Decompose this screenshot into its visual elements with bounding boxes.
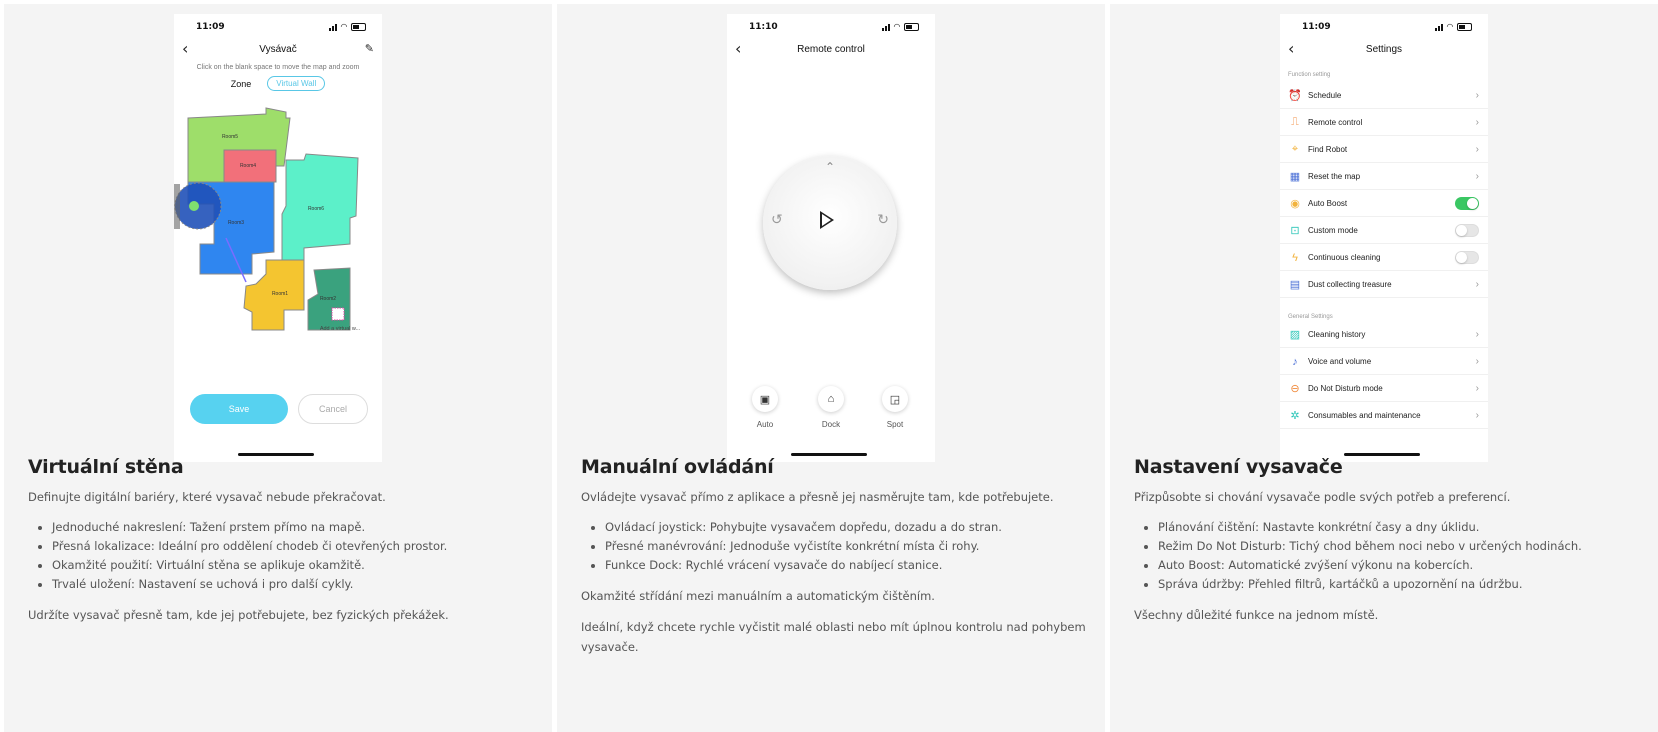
settings-row-consumables-and-maintenance[interactable] bbox=[1280, 403, 1488, 429]
feature-card-virtual-wall bbox=[4, 4, 552, 732]
settings-row-label: Find Robot bbox=[1308, 145, 1348, 154]
feature-bullets bbox=[1158, 518, 1642, 594]
back-icon[interactable]: ‹ bbox=[182, 39, 189, 58]
back-icon[interactable]: ‹ bbox=[735, 39, 742, 58]
chevron-right-icon: › bbox=[1475, 90, 1479, 101]
signal-icon bbox=[882, 23, 890, 31]
spot-label: Spot bbox=[886, 420, 904, 429]
bullet-item: • Správa údržby: Přehled filtrů, kartáčků a upozornění na údržbu. bbox=[1158, 575, 1642, 594]
settings-row-schedule[interactable] bbox=[1280, 83, 1488, 109]
feature-heading: Manuální ovládání bbox=[581, 456, 774, 478]
boost-icon: ◉ bbox=[1290, 198, 1300, 210]
battery-icon bbox=[1457, 23, 1472, 31]
settings-row-reset-the-map[interactable] bbox=[1280, 164, 1488, 190]
room-map[interactable] bbox=[174, 104, 382, 344]
status-time: 11:10 bbox=[749, 22, 778, 32]
screen-title: Vysávač bbox=[259, 44, 297, 55]
feature-bullets bbox=[605, 518, 1089, 575]
settings-row-label: Schedule bbox=[1308, 91, 1342, 100]
do-not-disturb-icon: ⊖ bbox=[1290, 383, 1300, 395]
room-label: Room6 bbox=[307, 206, 325, 212]
bell-icon: ♪ bbox=[1292, 355, 1298, 368]
feature-heading: Virtuální stěna bbox=[28, 456, 184, 478]
toggle-switch[interactable] bbox=[1455, 197, 1479, 210]
chevron-right-icon: › bbox=[1475, 329, 1479, 340]
lightning-icon: ϟ bbox=[1292, 251, 1298, 264]
battery-icon bbox=[904, 23, 919, 31]
bullet-item: • Okamžité použití: Virtuální stěna se aplikuje okamžitě. bbox=[52, 556, 536, 575]
rotate-left-icon[interactable]: ↺ bbox=[771, 212, 783, 228]
bullet-item: • Režim Do Not Disturb: Tichý chod během noci nebo v určených hodinách. bbox=[1158, 537, 1642, 556]
custom-mode-icon: ⊡ bbox=[1290, 225, 1300, 237]
status-bar bbox=[174, 22, 382, 36]
feature-intro: Ovládejte vysavač přímo z aplikace a přesně jej nasměrujte tam, kde potřebujete. bbox=[581, 490, 1054, 504]
add-virtual-wall-label: Add a virtual w... bbox=[319, 326, 361, 332]
settings-row-label: Continuous cleaning bbox=[1308, 253, 1381, 262]
location-pin-icon: ⌖ bbox=[1291, 143, 1299, 155]
spot-button[interactable] bbox=[875, 386, 915, 429]
consumables-icon: ✲ bbox=[1290, 410, 1300, 422]
settings-row-label: Custom mode bbox=[1308, 226, 1358, 235]
save-button[interactable]: Save bbox=[190, 394, 288, 424]
settings-row-continuous-cleaning[interactable] bbox=[1280, 245, 1488, 271]
feature-heading: Nastavení vysavače bbox=[1134, 456, 1343, 478]
feature-card-remote-control bbox=[557, 4, 1105, 732]
room-label: Room4 bbox=[239, 163, 257, 169]
settings-row-custom-mode[interactable] bbox=[1280, 218, 1488, 244]
settings-row-voice-and-volume[interactable] bbox=[1280, 349, 1488, 375]
edit-icon[interactable]: ✎ bbox=[364, 42, 374, 55]
map-icon: ▦ bbox=[1289, 171, 1301, 183]
status-time: 11:09 bbox=[1302, 22, 1331, 32]
robot-icon bbox=[189, 201, 199, 211]
auto-button[interactable] bbox=[745, 386, 785, 429]
room-label: Room1 bbox=[271, 291, 289, 297]
dock-button[interactable] bbox=[811, 386, 851, 429]
section-label: General Settings bbox=[1288, 314, 1333, 320]
toggle-switch[interactable] bbox=[1455, 251, 1479, 264]
history-icon: ▨ bbox=[1289, 329, 1301, 341]
room-label: Room5 bbox=[221, 134, 239, 140]
chevron-right-icon: › bbox=[1475, 144, 1479, 155]
bullet-item: • Jednoduché nakreslení: Tažení prstem přímo na mapě. bbox=[52, 518, 536, 537]
room-label: Room3 bbox=[227, 220, 245, 226]
feature-description bbox=[1134, 456, 1642, 625]
auto-icon: ▣ bbox=[752, 386, 778, 412]
phone-screenshot-remote-control bbox=[727, 14, 935, 462]
status-bar bbox=[1280, 22, 1488, 36]
chevron-right-icon: › bbox=[1475, 383, 1479, 394]
joystick[interactable] bbox=[763, 156, 897, 290]
feature-outro: Udržíte vysavač přesně tam, kde jej potřebujete, bez fyzických překážek. bbox=[28, 608, 449, 622]
bullet-item: • Přesná lokalizace: Ideální pro oddělení chodeb či otevřených prostor. bbox=[52, 537, 536, 556]
chevron-right-icon: › bbox=[1475, 279, 1479, 290]
home-icon: ⌂ bbox=[818, 386, 844, 412]
screen-title: Remote control bbox=[797, 44, 865, 55]
settings-row-label: Auto Boost bbox=[1308, 199, 1348, 208]
rotate-right-icon[interactable]: ↻ bbox=[877, 212, 889, 228]
bullet-item: • Auto Boost: Automatické zvýšení výkonu na kobercích. bbox=[1158, 556, 1642, 575]
toggle-switch[interactable] bbox=[1455, 224, 1479, 237]
chevron-right-icon: › bbox=[1475, 117, 1479, 128]
bullet-item: • Plánování čištění: Nastavte konkrétní časy a dny úklidu. bbox=[1158, 518, 1642, 537]
section-label: Function setting bbox=[1288, 72, 1331, 78]
bullet-item: • Ovládací joystick: Pohybujte vysavačem dopředu, dozadu a do stran. bbox=[605, 518, 1089, 537]
feature-description bbox=[28, 456, 536, 625]
alarm-clock-icon: ⏰ bbox=[1288, 90, 1302, 102]
chevron-right-icon: › bbox=[1475, 356, 1479, 367]
phone-screenshot-settings bbox=[1280, 14, 1488, 462]
chevron-right-icon: › bbox=[1475, 171, 1479, 182]
settings-row-label: Cleaning history bbox=[1308, 330, 1366, 339]
settings-row-find-robot[interactable] bbox=[1280, 137, 1488, 163]
status-bar bbox=[727, 22, 935, 36]
signal-icon bbox=[1435, 23, 1443, 31]
play-icon[interactable] bbox=[820, 211, 834, 229]
tab-zone[interactable]: Zone bbox=[230, 78, 252, 89]
dust-bin-icon: ▤ bbox=[1289, 279, 1301, 291]
feature-outro: Všechny důležité funkce na jednom místě. bbox=[1134, 608, 1379, 622]
map-hint: Click on the blank space to move the map and zoom bbox=[196, 64, 360, 71]
bullet-item: • Trvalé uložení: Nastavení se uchová i pro další cykly. bbox=[52, 575, 536, 594]
wifi-icon: ◠ bbox=[1446, 22, 1453, 31]
settings-row-cleaning-history[interactable] bbox=[1280, 322, 1488, 348]
wifi-icon: ◠ bbox=[893, 22, 900, 31]
chevron-up-icon[interactable]: ⌃ bbox=[824, 160, 836, 174]
screen-title: Settings bbox=[1365, 44, 1403, 55]
cancel-button[interactable]: Cancel bbox=[298, 394, 368, 424]
remote-icon: ⎍ bbox=[1291, 116, 1299, 128]
map-shadow-edge bbox=[174, 184, 180, 229]
feature-card-settings bbox=[1110, 4, 1658, 732]
bullet-item: • Funkce Dock: Rychlé vrácení vysavače do nabíjecí stanice. bbox=[605, 556, 1089, 575]
add-virtual-wall-icon bbox=[332, 308, 344, 320]
battery-icon bbox=[351, 23, 366, 31]
settings-row-label: Consumables and maintenance bbox=[1308, 411, 1421, 420]
phone-screenshot-virtual-wall bbox=[174, 14, 382, 462]
tab-virtual-wall[interactable]: Virtual Wall bbox=[267, 76, 325, 91]
spot-icon: ◲ bbox=[882, 386, 908, 412]
feature-outro: Ideální, když chcete rychle vyčistit malé oblasti nebo mít úplnou kontrolu nad pohybem vysavače. bbox=[581, 620, 1086, 654]
settings-row-do-not-disturb-mode[interactable] bbox=[1280, 376, 1488, 402]
feature-intro: Přizpůsobte si chování vysavače podle svých potřeb a preferencí. bbox=[1134, 490, 1511, 504]
chevron-right-icon: › bbox=[1475, 410, 1479, 421]
bullet-item: • Přesné manévrování: Jednoduše vyčistíte konkrétní místa či rohy. bbox=[605, 537, 1089, 556]
settings-row-label: Dust collecting treasure bbox=[1308, 280, 1392, 289]
feature-outro: Okamžité střídání mezi manuálním a automatickým čištěním. bbox=[581, 589, 935, 603]
settings-row-label: Do Not Disturb mode bbox=[1308, 384, 1383, 393]
feature-intro: Definujte digitální bariéry, které vysavač nebude překračovat. bbox=[28, 490, 386, 504]
room-label: Room2 bbox=[319, 296, 337, 302]
status-time: 11:09 bbox=[196, 22, 225, 32]
feature-description bbox=[581, 456, 1089, 657]
signal-icon bbox=[329, 23, 337, 31]
settings-row-auto-boost[interactable] bbox=[1280, 191, 1488, 217]
back-icon[interactable]: ‹ bbox=[1288, 39, 1295, 58]
wifi-icon: ◠ bbox=[340, 22, 347, 31]
settings-row-remote-control[interactable] bbox=[1280, 110, 1488, 136]
dock-label: Dock bbox=[821, 420, 841, 429]
feature-bullets bbox=[52, 518, 536, 594]
mode-segment bbox=[174, 76, 382, 91]
settings-row-label: Remote control bbox=[1308, 118, 1363, 127]
auto-label: Auto bbox=[756, 420, 774, 429]
settings-row-label: Voice and volume bbox=[1308, 357, 1372, 366]
settings-row-label: Reset the map bbox=[1308, 172, 1361, 181]
settings-row-dust-collecting-treasure[interactable] bbox=[1280, 272, 1488, 298]
